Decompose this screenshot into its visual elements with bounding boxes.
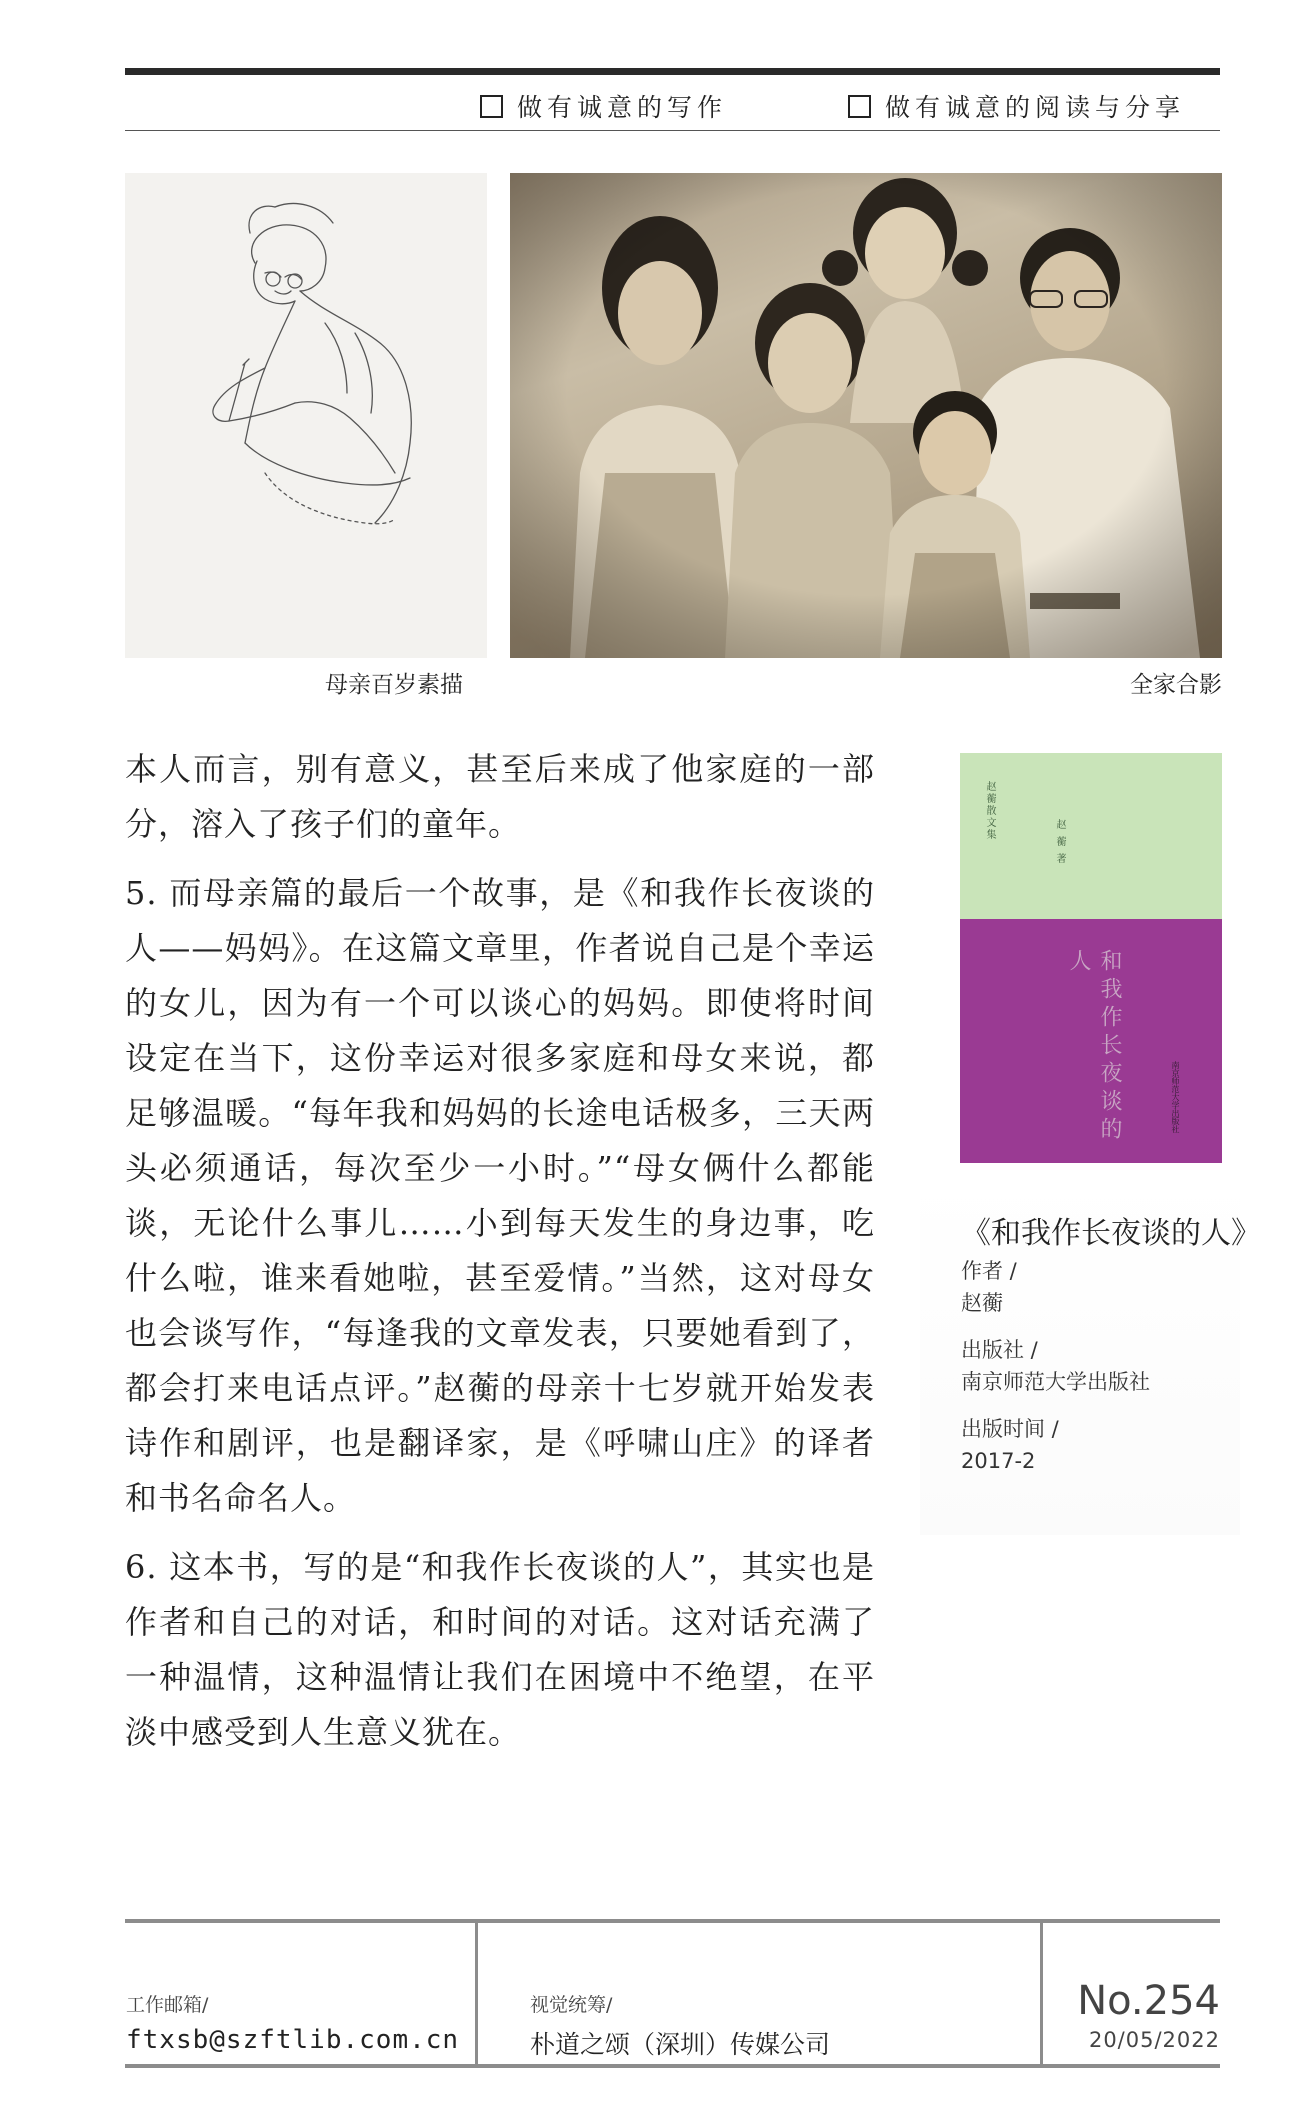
footer-top-rule: [125, 1919, 1220, 1923]
footer-email-label: 工作邮箱/: [126, 1994, 209, 2016]
book-publisher-value: 南京师范大学出版社: [961, 1370, 1150, 1394]
footer-divider: [1040, 1919, 1043, 2068]
sketch-drawing-icon: [125, 173, 487, 658]
footer-bottom-rule: [125, 2064, 1220, 2068]
book-cover-upper: [960, 753, 1222, 919]
family-photo-drawing-icon: [510, 173, 1222, 658]
footer-design: 朴道之颂（深圳）传媒公司: [530, 2030, 831, 2059]
book-cover-title-text: 和我作长夜谈的人: [1066, 949, 1122, 1145]
book-author-label: 作者 /: [961, 1259, 1017, 1283]
book-cover-publisher-text: 南京师范大学出版社: [1171, 1061, 1180, 1133]
book-publisher-label: 出版社 /: [961, 1338, 1038, 1362]
photo-caption: 全家合影: [1130, 672, 1222, 698]
article-paragraph-1: 本人而言，别有意义，甚至后来成了他家庭的一部分，溶入了孩子们的童年。: [125, 750, 875, 843]
sketch-caption: 母亲百岁素描: [325, 672, 463, 698]
book-cover-image: [960, 753, 1222, 1163]
article-body: [125, 742, 875, 1774]
header-bar: [125, 82, 1220, 126]
book-cover-series-text: 赵蘅散文集: [984, 781, 995, 841]
footer-design-label: 视觉统筹/: [530, 1994, 613, 2016]
book-author-value: 赵蘅: [961, 1291, 1003, 1315]
header-rule: [125, 130, 1220, 131]
checkbox-icon: [848, 95, 871, 118]
article-paragraph-2: 5. 而母亲篇的最后一个故事，是《和我作长夜谈的人——妈妈》。在这篇文章里，作者说自己是个幸运的女儿，因为有一个可以谈心的妈妈。即使将时间设定在当下，这份幸运对很多家庭和母女来说，都足够温暖。“每年我和妈妈的长途电话极多，三天两头必须通话，每次至少一小时。”“母女俩什么都能谈，无论什么事儿……小到每天发生的身边事，吃什么啦，谁来看她啦，甚至爱情。”当然，这对母女也会谈写作，“每逢我的文章发表，只要她看到了，都会打来电话点评。”赵蘅的母亲十七岁就开始发表诗作和剧评，也是翻译家，是《呼啸山庄》的译者和书名命名人。: [125, 874, 875, 1517]
book-date-label: 出版时间 /: [961, 1417, 1059, 1441]
book-cover-author-text: 赵 蘅 著: [1054, 819, 1065, 866]
header-slogan-reading: [848, 88, 1185, 124]
checkbox-icon: [480, 95, 503, 118]
article-paragraph-3: 6. 这本书，写的是“和我作长夜谈的人”，其实也是作者和自己的对话，和时间的对话。这对话充满了一种温情，这种温情让我们在困境中不绝望，在平淡中感受到人生意义犹在。: [125, 1548, 875, 1751]
issue-number: No.254: [1077, 1978, 1220, 2024]
book-date-value: 2017-2: [961, 1449, 1036, 1473]
top-rule: [125, 68, 1220, 75]
book-title: 《和我作长夜谈的人》: [961, 1216, 1261, 1251]
header-slogan-writing-text: 做有诚意的写作: [517, 93, 728, 122]
footer-email[interactable]: ftxsb@szftlib.com.cn: [126, 2025, 460, 2055]
family-photo-image: [510, 173, 1222, 658]
mother-sketch-image: [125, 173, 487, 658]
header-slogan-reading-text: 做有诚意的阅读与分享: [885, 93, 1186, 122]
footer-divider: [475, 1919, 478, 2068]
issue-date: 20/05/2022: [1088, 2028, 1220, 2052]
header-slogan-writing: [480, 88, 727, 124]
